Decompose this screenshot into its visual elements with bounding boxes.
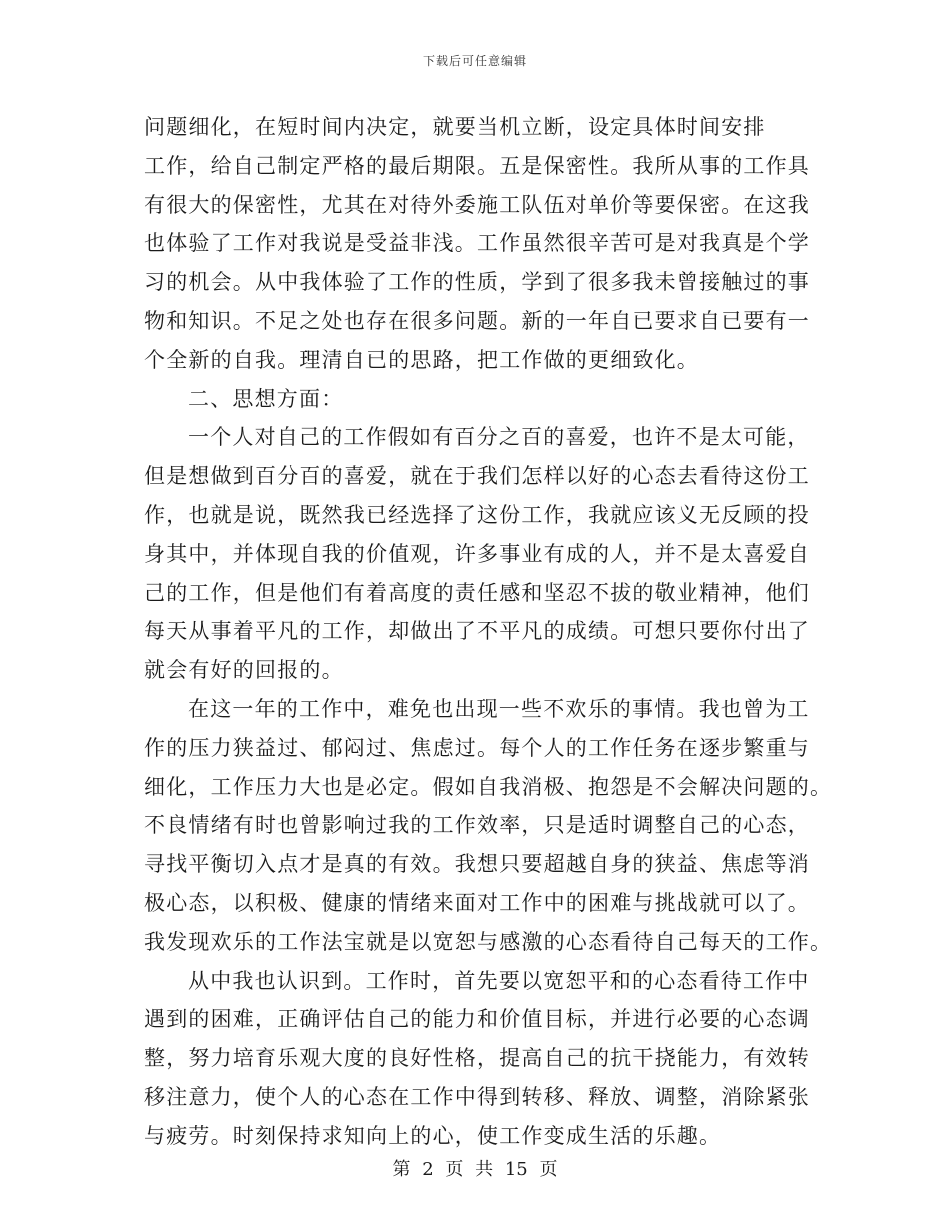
text-line: 极心态，以积极、健康的情绪来面对工作中的困难与挑战就可以了。 xyxy=(144,890,810,915)
text-line: 工作，给自己制定严格的最后期限。五是保密性。我所从事的工作具 xyxy=(144,153,810,178)
text-line: 与疲劳。时刻保持求知向上的心，使工作变成生活的乐趣。 xyxy=(144,1123,722,1148)
text-line: 整，努力培育乐观大度的良好性格，提高自己的抗干挠能力，有效转 xyxy=(144,1046,810,1071)
text-line: 也体验了工作对我说是受益非浅。工作虽然很辛苦可是对我真是个学 xyxy=(144,231,810,256)
text-line: 不良情绪有时也曾影响过我的工作效率，只是适时调整自己的心态， xyxy=(144,813,810,838)
text-line: 我发现欢乐的工作法宝就是以宽恕与感激的心态看待自己每天的工作。 xyxy=(144,929,833,954)
document-body xyxy=(144,108,833,1156)
text-line: 但是想做到百分百的喜爱，就在于我们怎样以好的心态去看待这份工 xyxy=(144,464,810,489)
text-line: 己的工作，但是他们有着高度的责任感和坚忍不拔的敬业精神，他们 xyxy=(144,580,810,605)
text-line: 有很大的保密性，尤其在对待外委施工队伍对单价等要保密。在这我 xyxy=(144,192,810,217)
section-heading: 二、思想方面： xyxy=(188,386,344,411)
text-line: 个全新的自我。理清自已的思路，把工作做的更细致化。 xyxy=(144,347,699,372)
text-line: 从中我也认识到。工作时，首先要以宽恕平和的心态看待工作中 xyxy=(188,968,810,993)
page-header-note: 下载后可任意编辑 xyxy=(422,54,527,68)
text-line: 细化，工作压力大也是必定。假如自我消极、抱怨是不会解决问题的。 xyxy=(144,774,833,799)
text-line: 每天从事着平凡的工作，却做出了不平凡的成绩。可想只要你付出了 xyxy=(144,619,810,644)
text-line: 习的机会。从中我体验了工作的性质，学到了很多我未曾接触过的事 xyxy=(144,270,810,295)
text-line: 在这一年的工作中，难免也出现一些不欢乐的事情。我也曾为工 xyxy=(188,696,810,721)
text-line: 移注意力，使个人的心态在工作中得到转移、释放、调整，消除紧张 xyxy=(144,1084,810,1109)
text-line: 遇到的困难，正确评估自己的能力和价值目标，并进行必要的心态调 xyxy=(144,1007,810,1032)
text-line: 作的压力狭益过、郁闷过、焦虑过。每个人的工作任务在逐步繁重与 xyxy=(144,735,810,760)
text-line: 身其中，并体现自我的价值观，许多事业有成的人，并不是太喜爱自 xyxy=(144,541,810,566)
text-line: 物和知识。不足之处也存在很多问题。新的一年自已要求自已要有一 xyxy=(144,308,810,333)
text-line: 问题细化，在短时间内决定，就要当机立断，设定具体时间安排 xyxy=(144,115,766,139)
text-line: 一个人对自己的工作假如有百分之百的喜爱，也许不是太可能， xyxy=(188,425,810,450)
text-line: 就会有好的回报的。 xyxy=(144,658,344,683)
text-line: 寻找平衡切入点才是真的有效。我想只要超越自身的狭益、焦虑等消 xyxy=(144,852,810,877)
page-number: 第 2 页 共 15 页 xyxy=(392,1159,558,1180)
text-line: 作，也就是说，既然我已经选择了这份工作，我就应该义无反顾的投 xyxy=(144,502,810,527)
